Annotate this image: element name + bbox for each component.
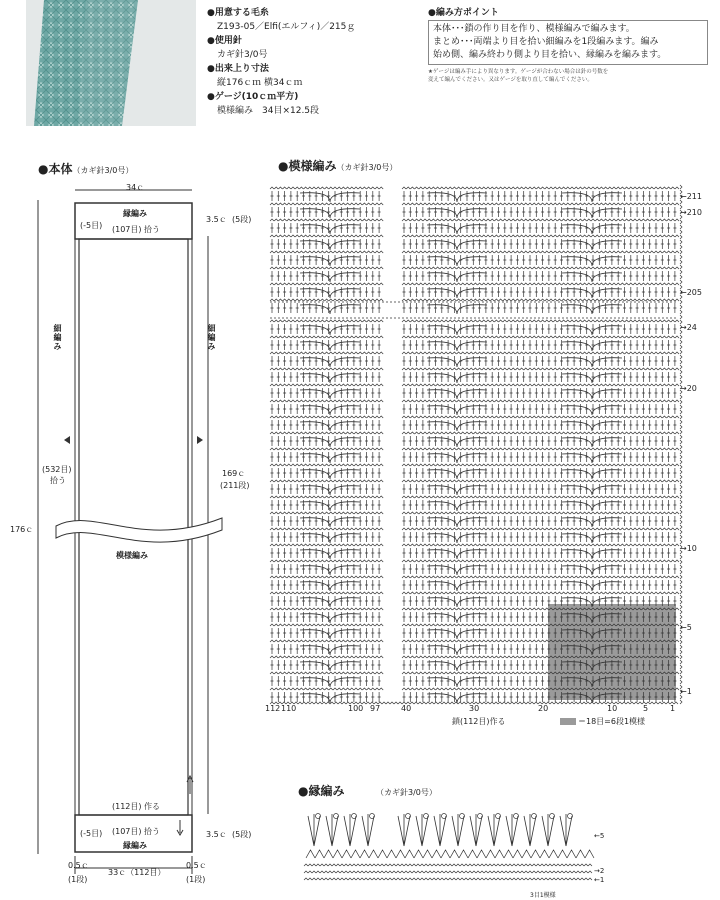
stitch-row bbox=[403, 239, 677, 249]
stitch-row bbox=[271, 287, 381, 297]
v-motif bbox=[562, 342, 622, 351]
stitch-row bbox=[403, 271, 677, 281]
width-top: 34ｃ bbox=[126, 183, 145, 192]
stitch-row bbox=[403, 548, 677, 558]
v-motif bbox=[427, 630, 487, 639]
v-motif bbox=[300, 486, 360, 495]
stitch-row bbox=[271, 516, 381, 526]
v-motif bbox=[300, 342, 360, 351]
needle-value: カギ針3/0号 bbox=[217, 50, 268, 60]
v-motif bbox=[300, 305, 360, 314]
chain-row bbox=[270, 592, 383, 594]
chain-row bbox=[270, 656, 383, 658]
stitch-row bbox=[271, 644, 381, 654]
col-label-100: 100 bbox=[348, 704, 364, 713]
chain-row bbox=[270, 608, 383, 610]
stitch-row bbox=[403, 324, 677, 334]
v-motif bbox=[300, 193, 360, 202]
col-label-97: 97 bbox=[370, 704, 381, 713]
stitch-row bbox=[271, 452, 381, 462]
chain-row bbox=[402, 464, 679, 466]
stitch-row bbox=[403, 420, 677, 430]
chain-row bbox=[402, 283, 679, 285]
size-value: 縦176ｃｍ 横34ｃｍ bbox=[217, 78, 303, 88]
pattern-label-body: 模様編み bbox=[116, 551, 148, 560]
v-motif bbox=[427, 550, 487, 559]
v-motif bbox=[562, 289, 622, 298]
v-motif bbox=[562, 454, 622, 463]
v-motif bbox=[562, 582, 622, 591]
v-motif bbox=[427, 438, 487, 447]
yarn-value: Z193-05／Elfi(エルフィ)／215ｇ bbox=[217, 22, 356, 32]
stitch-row bbox=[271, 340, 381, 350]
row-label-24: →24 bbox=[680, 323, 697, 332]
stitch-row bbox=[271, 223, 381, 233]
stitch-row bbox=[403, 287, 677, 297]
pattern-hook: （カギ針3/0号） bbox=[336, 163, 398, 172]
points-title: ●編み方ポイント bbox=[428, 8, 499, 18]
v-motif bbox=[562, 241, 622, 250]
v-motif bbox=[300, 454, 360, 463]
chain-row bbox=[402, 560, 679, 562]
pattern-title-text: ●模様編み bbox=[278, 159, 337, 173]
stitch-row bbox=[403, 303, 677, 313]
minus5-top: (-5目) bbox=[80, 221, 103, 230]
chain-row bbox=[270, 203, 383, 205]
v-motif bbox=[427, 326, 487, 335]
v-motif bbox=[427, 678, 487, 687]
edging-row-1: ←1 bbox=[594, 876, 605, 884]
stitch-row bbox=[403, 207, 677, 217]
stitch-row bbox=[271, 596, 381, 606]
col-label-110: 110 bbox=[281, 704, 297, 713]
stitch-row bbox=[403, 580, 677, 590]
stitch-row bbox=[271, 239, 381, 249]
edge-label-top: 縁編み bbox=[123, 209, 147, 218]
chain-row bbox=[402, 576, 679, 578]
chain-row bbox=[402, 299, 679, 301]
chain-row bbox=[270, 528, 383, 530]
bottom-width: 33ｃ（112目） bbox=[108, 868, 166, 877]
row-label-211: ←211 bbox=[680, 192, 702, 201]
v-motif bbox=[300, 598, 360, 607]
chain-row bbox=[270, 299, 383, 301]
v-motif bbox=[427, 486, 487, 495]
v-motif bbox=[427, 646, 487, 655]
v-motif bbox=[300, 614, 360, 623]
pick532-b: 拾う bbox=[50, 476, 66, 485]
one-row-left: (1段) bbox=[68, 875, 88, 884]
v-motif bbox=[427, 502, 487, 511]
v-motif bbox=[562, 406, 622, 415]
edging-zigzag bbox=[306, 850, 594, 858]
yarn-title: ●用意する毛糸 bbox=[207, 8, 269, 18]
stitch-row bbox=[271, 580, 381, 590]
stitch-row bbox=[403, 340, 677, 350]
product-photo bbox=[26, 0, 196, 126]
pattern-chart bbox=[262, 180, 712, 742]
v-motif bbox=[562, 422, 622, 431]
stitch-row bbox=[403, 452, 677, 462]
v-motif bbox=[562, 534, 622, 543]
stitch-row bbox=[271, 404, 381, 414]
v-motif bbox=[300, 502, 360, 511]
side-label-left: 細編み bbox=[53, 324, 62, 351]
v-motif bbox=[562, 374, 622, 383]
v-motif bbox=[427, 358, 487, 367]
v-motif bbox=[427, 422, 487, 431]
points-line-2: まとめ･･･両端より目を拾い細編みを1段編みます。編み bbox=[433, 37, 659, 47]
v-motif bbox=[427, 406, 487, 415]
chain-row bbox=[270, 448, 383, 450]
gauge-title: ●ゲージ(10ｃｍ平方) bbox=[207, 92, 299, 102]
chain-row bbox=[402, 400, 679, 402]
stitch-row bbox=[403, 223, 677, 233]
v-motif bbox=[300, 566, 360, 575]
chain-row bbox=[402, 352, 679, 354]
edging-base-row bbox=[304, 871, 592, 873]
stitch-row bbox=[403, 532, 677, 542]
chain-row bbox=[270, 512, 383, 514]
chain-row bbox=[270, 336, 383, 338]
v-motif bbox=[427, 614, 487, 623]
break-mark bbox=[56, 518, 222, 542]
v-motif bbox=[562, 273, 622, 282]
side-label-right: 細編み bbox=[207, 324, 216, 351]
v-motif bbox=[427, 342, 487, 351]
v-motif bbox=[300, 422, 360, 431]
stitch-row bbox=[271, 388, 381, 398]
materials-info bbox=[207, 6, 355, 118]
v-motif bbox=[427, 257, 487, 266]
chain-row bbox=[402, 384, 679, 386]
right-arrow-icon bbox=[197, 436, 203, 444]
v-motif bbox=[562, 550, 622, 559]
edging-bottom-note: 3目1模様 bbox=[530, 892, 556, 899]
pick107-top: (107目) 拾う bbox=[112, 225, 161, 234]
v-motif bbox=[427, 390, 487, 399]
one-row-right: (1段) bbox=[186, 875, 206, 884]
v-motif bbox=[562, 193, 622, 202]
chain-row bbox=[402, 544, 679, 546]
chain-row bbox=[402, 235, 679, 237]
knitting-points bbox=[428, 6, 708, 84]
chain-row bbox=[270, 432, 383, 434]
half-right: 0.5ｃ bbox=[186, 861, 207, 870]
stitch-row bbox=[403, 191, 677, 201]
v-motif bbox=[300, 694, 360, 703]
chain-row bbox=[402, 320, 679, 322]
v-motif bbox=[427, 241, 487, 250]
col-label-112: 112 bbox=[265, 704, 281, 713]
stitch-row bbox=[271, 420, 381, 430]
v-motif bbox=[300, 209, 360, 218]
v-motif bbox=[562, 225, 622, 234]
edge-rows-bottom: (5段) bbox=[232, 830, 252, 839]
chain-row bbox=[402, 203, 679, 205]
stitch-row bbox=[271, 356, 381, 366]
edging-base-row bbox=[304, 878, 592, 880]
v-motif bbox=[300, 225, 360, 234]
v-motif bbox=[562, 486, 622, 495]
v-motif bbox=[300, 662, 360, 671]
v-motif bbox=[427, 305, 487, 314]
v-motif bbox=[562, 257, 622, 266]
v-motif bbox=[427, 289, 487, 298]
stitch-row bbox=[403, 516, 677, 526]
v-motif bbox=[562, 566, 622, 575]
v-motif bbox=[427, 566, 487, 575]
v-motif bbox=[562, 305, 622, 314]
v-motif bbox=[300, 646, 360, 655]
chain-row bbox=[270, 688, 383, 690]
v-motif bbox=[562, 358, 622, 367]
legend-swatch bbox=[560, 718, 576, 725]
edging-row-2: →2 bbox=[594, 867, 605, 875]
col-label-5: 5 bbox=[643, 704, 649, 713]
half-left: 0.5ｃ bbox=[68, 861, 89, 870]
body-hook: （カギ針3/0号） bbox=[72, 166, 134, 175]
legend-text: ＝18目=6段1模様 bbox=[578, 717, 646, 726]
make112: (112目) 作る bbox=[112, 802, 161, 811]
chain-row bbox=[270, 187, 383, 189]
chain-row bbox=[270, 400, 383, 402]
v-motif bbox=[562, 390, 622, 399]
chain-row bbox=[402, 219, 679, 221]
v-motif bbox=[427, 374, 487, 383]
col-label-20: 20 bbox=[538, 704, 549, 713]
v-motif bbox=[427, 518, 487, 527]
v-motif bbox=[427, 534, 487, 543]
chain-row bbox=[402, 496, 679, 498]
chain-row bbox=[270, 464, 383, 466]
stitch-row bbox=[403, 388, 677, 398]
v-motif bbox=[300, 289, 360, 298]
pick107-bottom: (107目) 拾う bbox=[112, 827, 161, 836]
stitch-row bbox=[271, 372, 381, 382]
chain-row bbox=[402, 267, 679, 269]
v-motif bbox=[300, 326, 360, 335]
points-box bbox=[428, 20, 708, 65]
stitch-row bbox=[403, 500, 677, 510]
points-note-1: ★ゲージは編み手により異なります。ゲージが合わない場合は針の号数を bbox=[428, 69, 609, 75]
v-motif bbox=[300, 438, 360, 447]
chain-row bbox=[270, 384, 383, 386]
stitch-row bbox=[271, 660, 381, 670]
stitch-row bbox=[403, 356, 677, 366]
stitch-row bbox=[271, 548, 381, 558]
gauge-value: 模様編み 34目×12.5段 bbox=[217, 106, 320, 116]
v-motif bbox=[427, 582, 487, 591]
v-motif bbox=[562, 438, 622, 447]
edge-label-bottom: 縁編み bbox=[123, 841, 147, 850]
pick532: (532目) bbox=[42, 465, 72, 474]
chain-row bbox=[270, 496, 383, 498]
chain-row bbox=[270, 480, 383, 482]
chain-row bbox=[402, 592, 679, 594]
chain-row bbox=[402, 528, 679, 530]
chain-row bbox=[270, 560, 383, 562]
stitch-row bbox=[403, 255, 677, 265]
chain-row bbox=[402, 336, 679, 338]
left-arrow-icon bbox=[64, 436, 70, 444]
stitch-row bbox=[271, 484, 381, 494]
col-label-40: 40 bbox=[401, 704, 412, 713]
stitch-row bbox=[271, 324, 381, 334]
v-motif bbox=[300, 470, 360, 479]
v-motif bbox=[562, 502, 622, 511]
chain-row bbox=[270, 640, 383, 642]
stitch-row bbox=[403, 372, 677, 382]
stitch-row bbox=[271, 676, 381, 686]
body-rows: (211段) bbox=[220, 481, 250, 490]
pattern-title bbox=[278, 157, 397, 174]
points-line-1: 本体･･･鎖の作り目を作り、模様編みで編みます。 bbox=[433, 24, 635, 34]
row-label-205: ←205 bbox=[680, 288, 702, 297]
chain-row bbox=[270, 544, 383, 546]
chain-note: 鎖(112目)作る bbox=[452, 717, 506, 726]
v-motif bbox=[300, 390, 360, 399]
row-label-210: →210 bbox=[680, 208, 702, 217]
v-motif bbox=[300, 241, 360, 250]
stitch-row bbox=[271, 532, 381, 542]
stitch-row bbox=[271, 303, 381, 313]
v-motif bbox=[427, 662, 487, 671]
chain-row bbox=[270, 352, 383, 354]
stitch-row bbox=[271, 207, 381, 217]
v-motif bbox=[562, 326, 622, 335]
total-length: 176ｃ bbox=[10, 525, 34, 534]
v-motif bbox=[300, 630, 360, 639]
v-motif bbox=[427, 193, 487, 202]
row-label-1: ←1 bbox=[680, 687, 692, 696]
needle-title: ●使用針 bbox=[207, 36, 242, 46]
stitch-row bbox=[271, 271, 381, 281]
chain-row bbox=[402, 368, 679, 370]
stitch-row bbox=[271, 436, 381, 446]
scarf-photo-icon bbox=[26, 0, 196, 126]
edge-h-bottom: 3.5ｃ bbox=[206, 830, 227, 839]
v-motif bbox=[562, 470, 622, 479]
col-label-1: 1 bbox=[670, 704, 676, 713]
body-height: 169ｃ bbox=[222, 469, 246, 478]
chain-row bbox=[270, 235, 383, 237]
v-motif bbox=[300, 374, 360, 383]
stitch-row bbox=[403, 564, 677, 574]
stitch-row bbox=[271, 468, 381, 478]
edging-title-text: ●縁編み bbox=[298, 784, 345, 798]
edge-rows-top: (5段) bbox=[232, 215, 252, 224]
minus5-bottom: (-5目) bbox=[80, 829, 103, 838]
chain-row bbox=[402, 480, 679, 482]
chain-row bbox=[402, 448, 679, 450]
v-motif bbox=[300, 518, 360, 527]
col-label-10: 10 bbox=[607, 704, 618, 713]
edge-h-top: 3.5ｃ bbox=[206, 215, 227, 224]
edging-row-5: ←5 bbox=[594, 832, 605, 840]
v-motif bbox=[427, 225, 487, 234]
stitch-row bbox=[403, 436, 677, 446]
v-motif bbox=[562, 518, 622, 527]
chain-row bbox=[402, 187, 679, 189]
chain-row bbox=[270, 624, 383, 626]
stitch-row bbox=[403, 468, 677, 478]
chain-row bbox=[270, 672, 383, 674]
points-note-2: 変えて編んでください。又はゲージを取り直して編んでください。 bbox=[428, 77, 593, 83]
stitch-row bbox=[271, 628, 381, 638]
size-title: ●出来上り寸法 bbox=[207, 64, 269, 74]
edging-hook: （カギ針3/0号） bbox=[376, 788, 437, 797]
stitch-row bbox=[403, 484, 677, 494]
edging-chart bbox=[300, 806, 600, 896]
chain-row bbox=[402, 416, 679, 418]
edging-title bbox=[298, 782, 344, 799]
col-label-30: 30 bbox=[469, 704, 480, 713]
v-motif bbox=[300, 273, 360, 282]
row-label-10: →10 bbox=[680, 544, 697, 553]
v-motif bbox=[300, 534, 360, 543]
row-label-20: →20 bbox=[680, 384, 697, 393]
chain-row bbox=[402, 251, 679, 253]
v-motif bbox=[427, 209, 487, 218]
edging-base-row bbox=[304, 864, 592, 866]
chain-row bbox=[270, 267, 383, 269]
body-title bbox=[38, 160, 133, 177]
chain-row bbox=[402, 512, 679, 514]
v-motif bbox=[427, 454, 487, 463]
chain-row bbox=[270, 251, 383, 253]
v-motif bbox=[427, 470, 487, 479]
chain-row bbox=[270, 368, 383, 370]
v-motif bbox=[562, 209, 622, 218]
v-motif bbox=[300, 678, 360, 687]
stitch-row bbox=[271, 500, 381, 510]
v-motif bbox=[300, 550, 360, 559]
v-motif bbox=[300, 358, 360, 367]
down-arrow-icon bbox=[177, 820, 183, 835]
row-label-5: ←5 bbox=[680, 623, 692, 632]
chain-row bbox=[270, 576, 383, 578]
stitch-row bbox=[271, 255, 381, 265]
stitch-row bbox=[271, 692, 381, 702]
chain-row bbox=[270, 219, 383, 221]
v-motif bbox=[427, 273, 487, 282]
chain-row bbox=[270, 283, 383, 285]
stitch-row bbox=[271, 564, 381, 574]
stitch-row bbox=[403, 404, 677, 414]
stitch-row bbox=[271, 191, 381, 201]
chain-row bbox=[270, 320, 383, 322]
body-title-text: ●本体 bbox=[38, 162, 73, 176]
stitch-row bbox=[271, 612, 381, 622]
points-line-3: 始め側、編み終わり側より目を拾い、縁編みを編みます。 bbox=[433, 50, 667, 60]
v-motif bbox=[300, 257, 360, 266]
chain-row bbox=[270, 416, 383, 418]
body-schematic bbox=[0, 178, 260, 900]
v-motif bbox=[427, 598, 487, 607]
v-motif bbox=[300, 406, 360, 415]
v-motif bbox=[300, 582, 360, 591]
chain-row bbox=[402, 432, 679, 434]
